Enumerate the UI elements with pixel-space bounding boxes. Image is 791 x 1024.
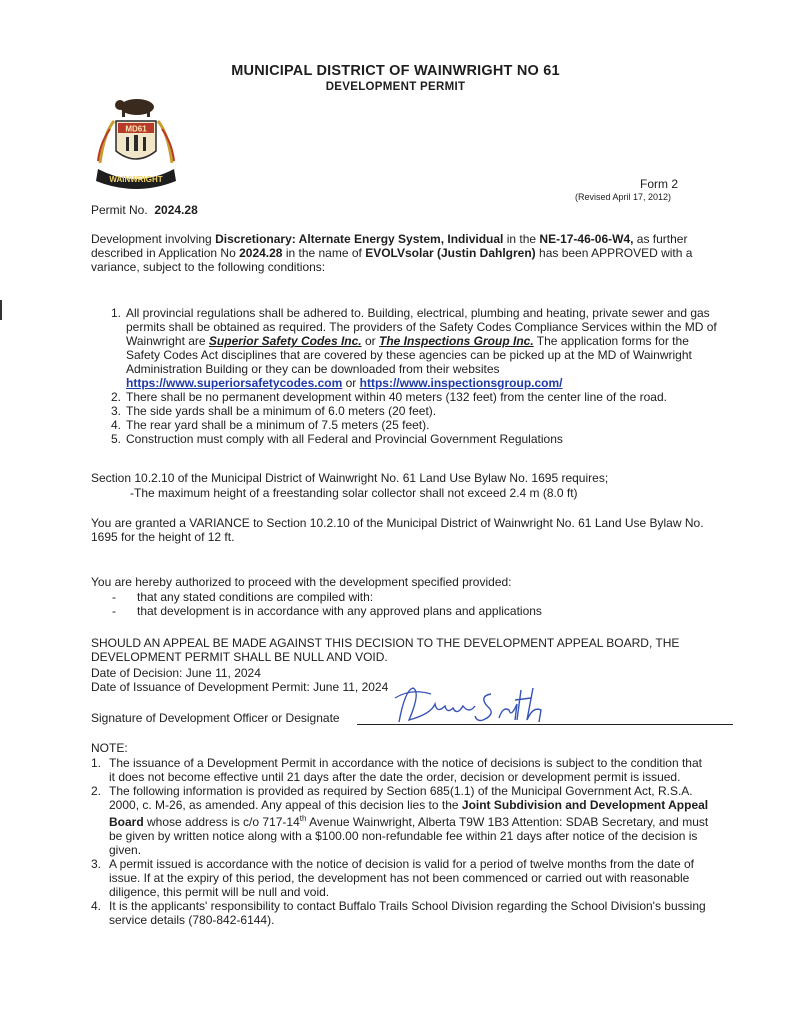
document-subtitle: DEVELOPMENT PERMIT [325, 81, 466, 93]
condition-text: There shall be no permanent development within 40 meters (132 feet) from the center line of the road. [126, 390, 667, 404]
authorization-intro: You are hereby authorized to proceed with the development specified provided: [91, 575, 512, 589]
note-text: A permit issued is accordance with the notice of decision is valid for a period of twelve months from the date of issue. If at the expiry of this period, the development has not been commenced or carried out with reasonable diligence, this permit will be null and void. [109, 857, 694, 899]
applicant-name: EVOLVsolar (Justin Dahlgren) [365, 246, 536, 260]
condition-text: The side yards shall be a minimum of 6.0 meters (20 feet). [126, 404, 437, 418]
note-text: whose address is c/o 717-14 [143, 815, 300, 829]
intro-text: has been APPROVED with a variance, subject to the following conditions: [91, 246, 693, 274]
note-text: Avenue Wainwright, Alberta T9W 1B3 Attention: SDAB Secretary, and must be given by written notice along with a $100.00 non-refundable fee within 21 days after notice of the decision is given. [109, 815, 709, 857]
permit-number-value: 2024.28 [154, 203, 198, 217]
note-item [91, 857, 711, 899]
intro-text: Development involving [91, 232, 216, 246]
condition-item [111, 306, 719, 390]
note-number: 1. [91, 756, 102, 770]
intro-text: as further described in Application No [91, 232, 688, 260]
condition-number: 5. [111, 432, 122, 446]
appeal-board-name: Joint Subdivision and Development Appeal Board [109, 798, 709, 829]
form-number: Form 2 [640, 177, 679, 191]
condition-item [111, 432, 719, 446]
decision-date: Date of Decision: June 11, 2024 [91, 666, 261, 680]
development-type: Discretionary: Alternate Energy System, Individual [215, 232, 504, 246]
condition-text: All provincial regulations shall be adhered to. Building, electrical, plumbing and heating, private sewer and gas permits shall be obtained as required. The providers of the Safety Codes Compliance Services within the MD of Wainwright are [126, 306, 717, 348]
note-text: It is the applicants' responsibility to contact Buffalo Trails School Division regarding the School Division's bussing service details (780-842-6144). [109, 899, 706, 927]
authorization-text: that any stated conditions are compiled with: [137, 590, 374, 604]
crest-top-text: MD61 [125, 124, 147, 134]
condition-text: The rear yard shall be a minimum of 7.5 meters (25 feet). [126, 418, 430, 432]
scan-mark [0, 300, 2, 320]
authorization-text: that development is in accordance with any approved plans and applications [137, 604, 542, 618]
signature-row [91, 711, 711, 725]
condition-number: 1. [111, 306, 122, 320]
note-number: 2. [91, 784, 102, 798]
md-crest-logo [92, 93, 180, 191]
issuance-date: Date of Issuance of Development Permit: June 11, 2024 [91, 680, 389, 694]
authorization-item [112, 590, 712, 604]
bylaw-height-limit: -The maximum height of a freestanding solar collector shall not exceed 2.4 m (8.0 ft) [130, 486, 578, 500]
intro-paragraph [91, 232, 711, 274]
crest-banner-text: WAINWRIGHT [109, 175, 163, 184]
appeal-warning: SHOULD AN APPEAL BE MADE AGAINST THIS DECISION TO THE DEVELOPMENT APPEAL BOARD, THE DEVELOPMENT PERMIT SHALL BE NULL AND VOID. [91, 636, 680, 664]
notes-list [91, 756, 711, 927]
note-text: The issuance of a Development Permit in accordance with the notice of decisions is subject to the condition that it does not become effective until 21 days after the date the order, decision or development permit is issued. [109, 756, 702, 784]
inspections-group-link[interactable]: https://www.inspectionsgroup.com/ [359, 376, 563, 390]
condition-text: Construction must comply with all Federal and Provincial Government Regulations [126, 432, 563, 446]
intro-text: in the [503, 232, 540, 246]
ordinal-suffix: th [299, 814, 307, 823]
list-dash: - [112, 604, 116, 618]
note-text: The following information is provided as required by Section 685(1.1) of the Municipal Government Act, R.S.A. 2000, c. M-26, as amended. Any appeal of this decision lies to the [109, 784, 693, 812]
note-item [91, 899, 711, 927]
condition-number: 2. [111, 390, 122, 404]
variance-paragraph: You are granted a VARIANCE to Section 10.2.10 of the Municipal District of Wainwright No. 61 Land Use Bylaw No. 1695 for the height of 12 ft. [91, 516, 704, 544]
condition-item [111, 404, 719, 418]
note-number: 3. [91, 857, 102, 871]
condition-item [111, 390, 719, 404]
conditions-list [111, 306, 719, 446]
handwritten-signature [391, 684, 551, 726]
form-revision-date: (Revised April 17, 2012) [575, 192, 672, 202]
note-heading: NOTE: [91, 741, 128, 755]
condition-text: or [342, 376, 360, 390]
condition-number: 3. [111, 404, 122, 418]
permit-number-label: Permit No. [91, 203, 148, 217]
document-title: MUNICIPAL DISTRICT OF WAINWRIGHT NO 61 [231, 63, 560, 79]
note-item [91, 784, 711, 857]
condition-text: The application forms for the Safety Codes Act disciplines that are covered by these agencies can be picked up at the MD of Wainwright Administration Building or they can be downloaded from their websites [126, 334, 692, 376]
condition-item [111, 418, 719, 432]
agency-superior-safety-codes: Superior Safety Codes Inc. [208, 334, 362, 348]
intro-text: in the name of [282, 246, 366, 260]
application-number: 2024.28 [239, 246, 283, 260]
land-location: NE-17-46-06-W4, [539, 232, 634, 246]
bylaw-requirement: Section 10.2.10 of the Municipal District of Wainwright No. 61 Land Use Bylaw No. 1695 requires; [91, 471, 609, 485]
authorization-item [112, 604, 712, 618]
note-item [91, 756, 711, 784]
superior-safety-codes-link[interactable]: https://www.superiorsafetycodes.com [126, 376, 343, 390]
authorization-list [112, 590, 712, 618]
permit-number-line [91, 203, 198, 217]
agency-inspections-group: The Inspections Group Inc. [378, 334, 534, 348]
condition-text: or [361, 334, 379, 348]
condition-number: 4. [111, 418, 122, 432]
note-number: 4. [91, 899, 102, 913]
list-dash: - [112, 590, 116, 604]
signature-label: Signature of Development Officer or Designate [91, 711, 340, 725]
